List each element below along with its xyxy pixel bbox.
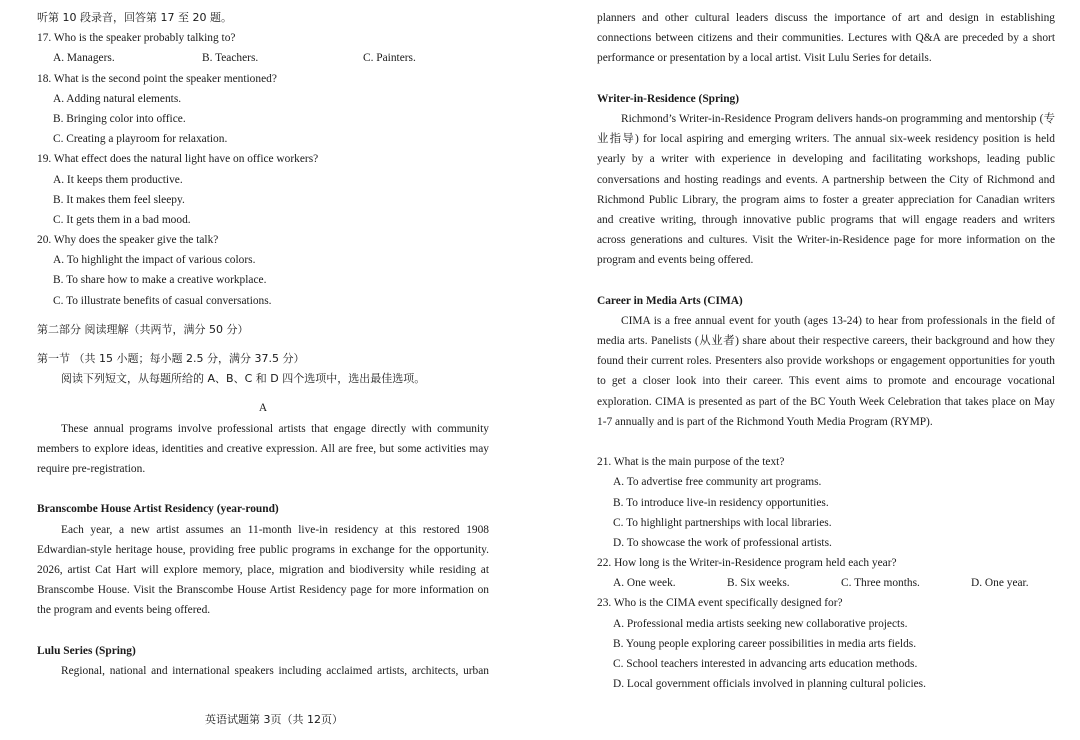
branscombe-line: Each year, a new artist assumes an 11-month live-in residency at this restored 1908 <box>61 523 489 536</box>
option-b: B. It makes them feel sleepy. <box>53 193 185 206</box>
lulu-line: performance or presentation by a local artist. Visit Lulu Series for details. <box>597 52 932 65</box>
wir-line: 业指导) for local aspiring and emerging writers. The annual six-week residency position is held <box>597 133 1055 146</box>
question-17-options <box>37 48 489 68</box>
option-c: C. Three months. <box>841 577 920 590</box>
wir-line: yearly by a writer with experience in developing and facilitating workshops, leading public <box>597 153 1055 166</box>
left-column <box>37 8 489 681</box>
cima-title: Career in Media Arts (CIMA) <box>597 294 743 307</box>
listening-header: 听第 10 段录音，回答第 17 至 20 题。 <box>37 11 232 24</box>
option-b: B. Six weeks. <box>727 577 790 590</box>
wir-line: Richmond’s Writer-in-Residence Program delivers hands-on programming and mentorship (专 <box>621 112 1055 125</box>
wir-line: and creative writing, through innovative public programs that will engage readers and writers <box>597 213 1055 226</box>
reading-instructions: 阅读下列短文，从每题所给的 A、B、C 和 D 四个选项中，选出最佳选项。 <box>61 372 426 386</box>
wir-line: conversations and hosting readings and events. A partnership between the City of Richmond and <box>597 173 1055 186</box>
intro-line: require pre-registration. <box>37 462 146 475</box>
cima-line: to get a closer look into their career. This event aims to promote and encourage vocational <box>597 375 1055 388</box>
wir-line: across generations and cultures. Visit the Writer-in-Residence page for more information on the <box>597 234 1055 247</box>
option-a: A. Adding natural elements. <box>53 92 182 105</box>
wir-line: program and events being offered. <box>597 254 754 267</box>
question-20: 20. Why does the speaker give the talk? <box>37 234 219 247</box>
corner-fade <box>840 700 1080 740</box>
lulu-line: connections between citizens and their communities. Lectures with Q&A are preceded by a short <box>597 32 1055 45</box>
branscombe-line: the program and events being offered. <box>37 604 211 617</box>
intro-line: members to explore ideas, identities and creative expression. All are free, but some activities may <box>37 442 489 455</box>
option-c: C. To highlight partnerships with local libraries. <box>613 516 832 529</box>
option-b: B. To introduce live-in residency opportunities. <box>613 496 829 509</box>
lulu-line: planners and other cultural leaders discuss the importance of art and design in establishing <box>597 12 1055 24</box>
option-a: A. Professional media artists seeking new collaborative projects. <box>613 617 908 630</box>
wir-title: Writer-in-Residence (Spring) <box>597 92 740 105</box>
option-b: B. Young people exploring career possibilities in media arts fields. <box>613 637 917 650</box>
cima-line: found their current roles. Presenters also provide workshops or engagement opportunities for youth <box>597 355 1055 368</box>
option-a: A. Managers. <box>53 52 115 65</box>
option-d: D. Local government officials involved in planning cultural policies. <box>613 678 926 691</box>
part2-header: 第二部分 阅读理解（共两节，满分 50 分） <box>37 322 249 336</box>
question-21: 21. What is the main purpose of the text? <box>597 456 785 469</box>
cima-line: exploration. CIMA is presented as part of the BC Youth Week Celebration that takes place on May <box>597 395 1055 408</box>
option-a: A. One week. <box>613 577 676 590</box>
branscombe-line: Edwardian-style heritage house, providing free public programs in exchange for the opportunity. <box>37 543 489 556</box>
branscombe-line: Branscombe House. Visit the Branscombe House Artist Residency page for more information on <box>37 584 489 597</box>
cima-line: media arts. Panelists (从业者) share about their respective careers, their background and how they <box>597 335 1055 347</box>
lulu-title: Lulu Series (Spring) <box>37 644 136 657</box>
branscombe-line: 2026, artist Cat Hart will explore memory, place, migration and biodiversity while residing at <box>37 563 489 576</box>
option-c: C. To illustrate benefits of casual conversations. <box>53 294 272 307</box>
option-c: C. Painters. <box>363 52 416 65</box>
question-23: 23. Who is the CIMA event specifically designed for? <box>597 597 843 610</box>
option-a: A. It keeps them productive. <box>53 173 183 186</box>
question-22: 22. How long is the Writer-in-Residence program held each year? <box>597 557 897 570</box>
cima-line: CIMA is a free annual event for youth (ages 13-24) to hear from professionals in the field of <box>621 314 1055 327</box>
lulu-line: Regional, national and international speakers including acclaimed artists, architects, urban <box>61 664 489 677</box>
page-footer: 英语试题第 3页（共 12页） <box>205 713 343 726</box>
section1-header: 第一节 （共 15 小题；每小题 2.5 分，满分 37.5 分） <box>37 352 305 365</box>
option-c: C. Creating a playroom for relaxation. <box>53 133 228 146</box>
question-17: 17. Who is the speaker probably talking to? <box>37 32 236 45</box>
option-a: A. To highlight the impact of various colors. <box>53 254 256 267</box>
question-22-options <box>597 573 1055 593</box>
question-19: 19. What effect does the natural light have on office workers? <box>37 153 319 166</box>
right-column <box>597 8 1055 694</box>
option-b: B. To share how to make a creative workplace. <box>53 274 267 287</box>
cima-line: 1-7 annually and is part of the Richmond Youth Media Program (RYMP). <box>597 415 933 428</box>
passage-letter: A <box>258 402 268 415</box>
wir-line: Richmond Public Library, the program aims to foster a greater appreciation for Canadian writers <box>597 193 1055 206</box>
option-c: C. School teachers interested in advancing arts education methods. <box>613 658 918 670</box>
intro-line: These annual programs involve professional artists that engage directly with community <box>61 422 489 435</box>
option-d: D. One year. <box>971 577 1029 590</box>
question-18: 18. What is the second point the speaker mentioned? <box>37 72 277 85</box>
option-b: B. Bringing color into office. <box>53 112 186 125</box>
option-b: B. Teachers. <box>202 52 259 65</box>
option-a: A. To advertise free community art programs. <box>613 476 822 489</box>
option-d: D. To showcase the work of professional artists. <box>613 536 832 549</box>
branscombe-title: Branscombe House Artist Residency (year-round) <box>37 503 279 516</box>
option-c: C. It gets them in a bad mood. <box>53 213 191 226</box>
